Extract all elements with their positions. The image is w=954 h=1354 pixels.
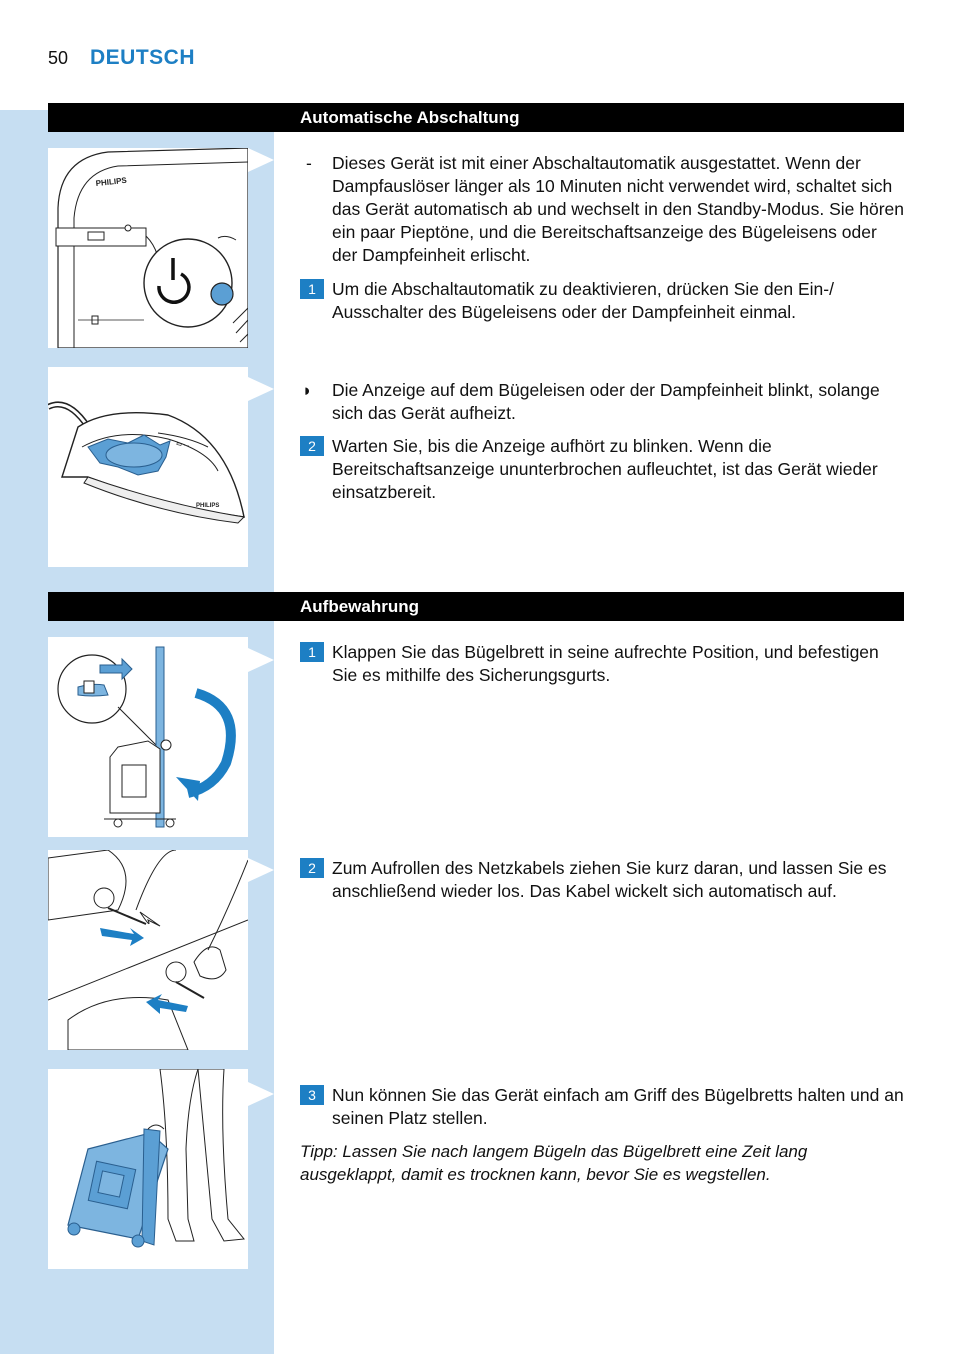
step-number: 2 xyxy=(300,858,324,878)
section-body-indicator xyxy=(300,379,904,504)
illustration-pointer xyxy=(248,858,274,882)
svg-text:▭ ◦ ◦: ▭ ◦ ◦ xyxy=(175,441,190,450)
illustration-pointer xyxy=(248,1082,274,1106)
iron-brand: PHILIPS xyxy=(196,503,220,509)
step-2: 2 Warten Sie, bis die Anzeige aufhört zu blinken. Wenn die Bereitschaftsanzeige ununterbrochen aufleuchtet, ist das Gerät wieder einsatzbereit. xyxy=(300,435,904,504)
step-number: 1 xyxy=(300,642,324,662)
step-number: 1 xyxy=(300,279,324,299)
illustration-iron-indicator xyxy=(48,367,248,567)
illustration-pointer xyxy=(248,648,274,672)
step-number: 3 xyxy=(300,1085,324,1105)
section-title-auto-off: Automatische Abschaltung xyxy=(48,103,904,132)
language-heading: DEUTSCH xyxy=(90,46,196,69)
illustration-fold-board xyxy=(48,637,248,837)
bullet-icon: ◗ xyxy=(302,381,313,400)
page-number: 50 xyxy=(48,48,69,68)
illustration-cord-rewind xyxy=(48,850,248,1050)
section-body-auto-off xyxy=(300,152,904,324)
illustration-carry-board xyxy=(48,1069,248,1269)
section-title-storage: Aufbewahrung xyxy=(48,592,904,621)
illustration-pointer xyxy=(248,377,274,401)
storage-step-1: 1 Klappen Sie das Bügelbrett in seine aufrechte Position, und befestigen Sie es mithilfe des Sicherungsgurts. xyxy=(300,641,904,687)
tip-paragraph: Tipp: Lassen Sie nach langem Bügeln das Bügelbrett eine Zeit lang ausgeklappt, damit es trocknen kann, bevor Sie es wegstellen. xyxy=(300,1142,808,1184)
bullet-paragraph: ◗ Die Anzeige auf dem Bügeleisen oder der Dampfeinheit blinkt, solange sich das Gerät aufheizt. xyxy=(302,380,880,423)
step-number: 2 xyxy=(300,436,324,456)
steam-unit-brand: PHILIPS xyxy=(95,175,128,188)
storage-step-3: 3 Nun können Sie das Gerät einfach am Griff des Bügelbretts halten und an seinen Platz stellen. Tipp: Lassen Sie nach langem Bügeln das Bügelbrett eine Zeit lang ausgeklappt, damit es trocknen kann, bevor Sie es wegstellen. xyxy=(300,1085,904,1184)
storage-step-2: 2 Zum Aufrollen des Netzkabels ziehen Sie kurz daran, und lassen Sie es anschließend wieder los. Das Kabel wickelt sich automatisch auf. xyxy=(300,857,904,903)
step-1: 1 Um die Abschaltautomatik zu deaktivieren, drücken Sie den Ein-/ Ausschalter des Bügeleisens oder der Dampfeinheit einmal. xyxy=(300,278,904,324)
illustration-pointer xyxy=(248,148,274,172)
illustration-steam-unit-power-button xyxy=(48,148,248,348)
intro-paragraph: - Dieses Gerät ist mit einer Abschaltautomatik ausgestattet. Wenn der Dampfauslöser länger als 10 Minuten nicht verwendet wird, schaltet sich das Gerät automatisch ab und wechselt in den Standby-Modus. Sie hören ein paar Pieptöne, und die Bereitschaftsanzeige des Bügeleisens oder der Dampfeinheit erlischt. xyxy=(306,153,905,265)
